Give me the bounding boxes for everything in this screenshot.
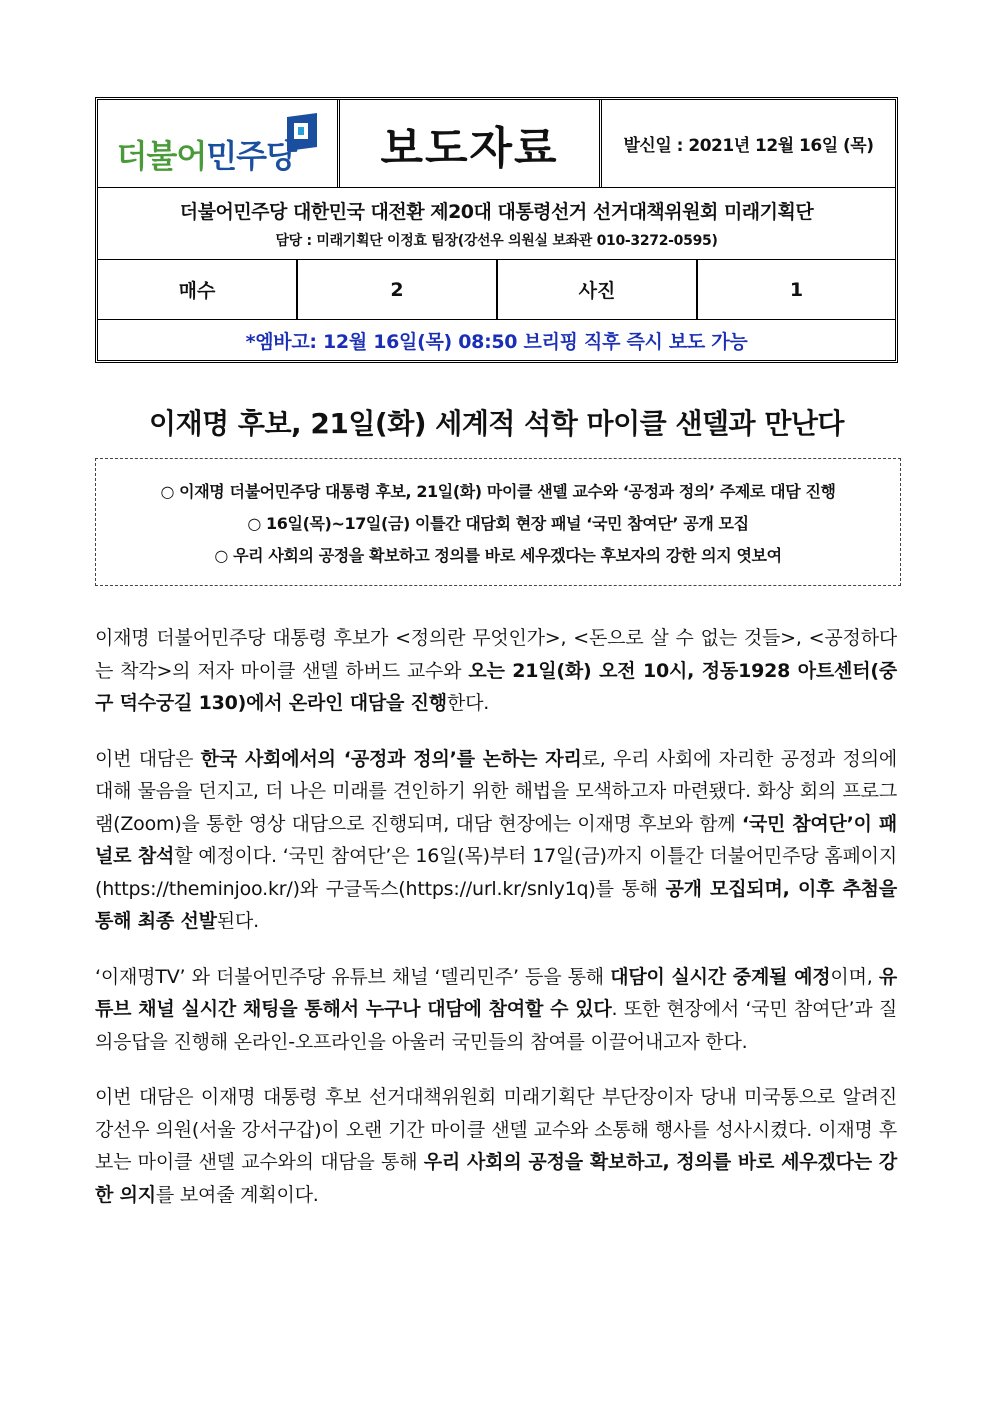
party-logo <box>113 109 323 179</box>
pages-value: 2 <box>298 260 498 319</box>
bold-text-run: 한국 사회에서의 ‘공정과 정의’를 논하는 자리 <box>200 747 582 770</box>
text-run: 이며, <box>830 965 879 988</box>
article-body <box>95 622 897 1234</box>
bold-text-run: 대담이 실시간 중계될 예정 <box>610 965 831 988</box>
headline: 이재명 후보, 21일(화) 세계적 석학 마이클 샌델과 만난다 <box>149 407 844 440</box>
photo-value: 1 <box>789 278 804 301</box>
text-run: ‘이재명TV’ 와 더불어민주당 유튜브 채널 ‘델리민주’ 등을 통해 <box>95 965 611 988</box>
release-date: 발신일 : 2021년 12월 16일 (목) <box>623 136 874 156</box>
text-run: . 또한 현장에서 ‘국민 참여단’과 질의응답을 진행해 온라인-오프라인을 아울러 국민들의 참여를 이끌어내고자 한다. <box>95 998 897 1053</box>
bold-text-run: 우리 사회의 공정을 확보하고, 정의를 바로 세우겠다는 강한 의지 <box>95 1151 897 1206</box>
paragraph-4 <box>95 1081 897 1211</box>
press-release-header-table <box>95 97 898 363</box>
header-row-org <box>98 188 895 260</box>
party-logo-text <box>117 131 297 177</box>
logo-text-blue: 민주당 <box>206 136 296 175</box>
bold-text-run: 공개 모집되며, 이후 추첨을 통해 최종 선발 <box>95 877 897 932</box>
date-cell <box>602 100 895 187</box>
logo-cell <box>98 100 340 187</box>
text-run: 이번 대담은 <box>95 747 201 770</box>
paragraph-3 <box>95 961 897 1059</box>
contact-info: 담당 : 미래기획단 이정효 팀장(강선우 의원실 보좌관 010-3272-0595) <box>275 233 718 249</box>
header-row-embargo <box>98 320 895 360</box>
text-run: 이번 대담은 이재명 대통령 후보 선거대책위원회 미래기획단 부단장이자 당내 미국통으로 알려진 강선우 의원(서울 강서구갑)이 오랜 기간 마이클 샌델 교수와 소통해 행사를 성사시켰다. 이재명 후보는 마이클 샌델 교수와의 대담을 통해 <box>95 1086 897 1173</box>
logo-text-green: 더불어 <box>116 136 207 175</box>
text-run: 를 보여줄 계획이다. <box>155 1183 319 1206</box>
pages-label: 매수 <box>98 260 298 319</box>
summary-item: ○ 16일(목)~17일(금) 이틀간 대담회 현장 패널 ‘국민 참여단’ 공개 모집 <box>247 514 749 533</box>
bold-text-run: 오는 21일(화) 오전 10시, 정동1928 아트센터(중구 덕수궁길 130)에서 온라인 대담을 진행 <box>95 659 897 714</box>
header-row-counts <box>98 260 895 320</box>
header-row-top <box>98 100 895 188</box>
summary-item: ○ 우리 사회의 공정을 확보하고 정의를 바로 세우겠다는 후보자의 강한 의지 엿보여 <box>214 546 782 565</box>
summary-item: ○ 이재명 더불어민주당 대통령 후보, 21일(화) 마이클 샌델 교수와 ‘공정과 정의’ 주제로 대담 진행 <box>160 482 836 501</box>
text-run: 한다. <box>446 692 490 714</box>
title-cell <box>340 100 602 187</box>
text-run: 된다. <box>216 910 259 932</box>
summary-box <box>95 458 901 586</box>
bold-text-run: 유튜브 채널 실시간 채팅을 통해서 누구나 대담에 참여할 수 있다 <box>95 965 897 1020</box>
photo-label: 사진 <box>498 260 698 319</box>
paragraph-1 <box>95 622 897 720</box>
text-run: 할 예정이다. ‘국민 참여단’은 16일(목)부터 17일(금)까지 이틀간 더불어민주당 홈페이지(https://theminjoo.kr/)와 구글독스(https://url.kr/snly1q)를 통해 <box>95 845 897 900</box>
text-run: 이재명 더불어민주당 대통령 후보가 <정의란 무엇인가>, <돈으로 살 수 없는 것들>, <공정하다는 착각>의 저자 마이클 샌델 하버드 교수와 <box>95 627 897 682</box>
press-release-title: 보도자료 <box>380 122 559 174</box>
text-run: 로, 우리 사회에 자리한 공정과 정의에 대해 물음을 던지고, 더 나은 미래를 견인하기 위한 해법을 모색하고자 마련됐다. 화상 회의 프로그램(Zoom)을 통한 영상 대담으로 진행되며, 대담 현장에는 이재명 후보와 함께 <box>95 747 897 835</box>
paragraph-2 <box>95 743 897 938</box>
organization-name: 더불어민주당 대한민국 대전환 제20대 대통령선거 선거대책위원회 미래기획단 <box>179 201 814 223</box>
bold-text-run: ‘국민 참여단’이 패널로 참석 <box>95 812 897 867</box>
embargo-notice: *엠바고: 12월 16일(목) 08:50 브리핑 직후 즉시 보도 가능 <box>245 330 748 353</box>
